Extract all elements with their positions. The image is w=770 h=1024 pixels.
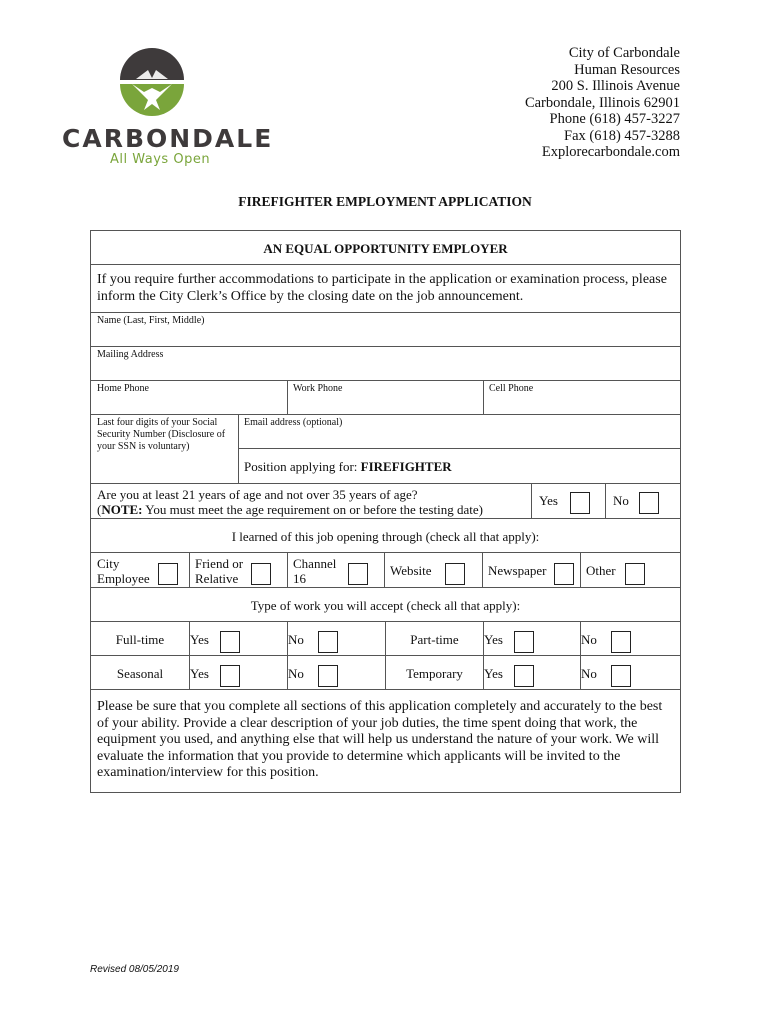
full-time-cell: [91, 622, 189, 655]
instructions-text: Please be sure that you complete all sections of this application completely and accurately to the best of your ability. Provide a clear description of your job duties, the time spent doing that work, the equipment you used, and anything else that will help us understand the nature of your work. We will evaluate the information that you provide to determine which applicants will be invited to the examination/interview for this position.: [97, 699, 663, 780]
temporary-no-cell: [580, 656, 680, 689]
full-time-yes-label: Yes: [190, 632, 209, 647]
source-label-line: Friend or: [195, 556, 244, 571]
source-friend-label: [195, 556, 243, 586]
seasonal-yes-checkbox[interactable]: [220, 665, 240, 687]
address-line[interactable]: Explorecarbondale.com: [541, 144, 680, 160]
source-channel: [287, 553, 384, 587]
seasonal-no-cell: [287, 656, 385, 689]
cell-phone-label: Cell Phone: [489, 383, 534, 394]
age-yes-checkbox[interactable]: [570, 492, 590, 514]
part-time-yes-label: Yes: [484, 632, 503, 647]
ssn-cell[interactable]: [91, 449, 238, 484]
application-form: [90, 230, 681, 793]
channel-checkbox[interactable]: [348, 563, 368, 585]
carbondale-emblem-icon: [118, 48, 186, 116]
part-time-no-label: No: [581, 632, 597, 647]
position-text: [244, 459, 452, 474]
website-checkbox[interactable]: [445, 563, 465, 585]
seasonal-cell: [91, 656, 189, 689]
source-city-employee: [91, 553, 189, 587]
email-label: Email address (optional): [244, 417, 343, 428]
logo-name: CARBONDALE: [62, 124, 274, 153]
sources-row: [91, 553, 680, 588]
logo-tagline: All Ways Open: [110, 152, 211, 167]
temporary-yes-cell: [483, 656, 580, 689]
temporary-cell: [385, 656, 483, 689]
source-website: [384, 553, 482, 587]
eoe-heading: AN EQUAL OPPORTUNITY EMPLOYER: [263, 241, 508, 256]
part-time-yes-checkbox[interactable]: [514, 631, 534, 653]
seasonal-yes-cell: [189, 656, 287, 689]
revision-date: Revised 08/05/2019: [90, 964, 179, 975]
age-yes-cell: [531, 484, 605, 518]
source-city-employee-label: [97, 556, 150, 586]
address-line: Human Resources: [574, 61, 680, 78]
part-time-cell: [385, 622, 483, 655]
newspaper-checkbox[interactable]: [554, 563, 574, 585]
age-note: [97, 502, 527, 517]
source-other-label: Other: [586, 563, 616, 578]
age-note-text: You must meet the age requirement on or before the testing date): [142, 502, 483, 517]
source-channel-label: [293, 556, 336, 586]
email-field[interactable]: [238, 415, 680, 449]
carbondale-logo: [62, 48, 274, 168]
age-note-label: NOTE:: [101, 502, 143, 517]
friend-checkbox[interactable]: [251, 563, 271, 585]
full-time-label: Full-time: [115, 632, 165, 647]
age-note-open: (: [97, 502, 102, 517]
part-time-no-cell: [580, 622, 680, 655]
seasonal-no-checkbox[interactable]: [318, 665, 338, 687]
full-time-no-checkbox[interactable]: [318, 631, 338, 653]
age-no-label: No: [613, 493, 629, 508]
address-line: Phone (618) 457-3227: [549, 111, 680, 127]
temporary-no-checkbox[interactable]: [611, 665, 631, 687]
seasonal-temp-row: [91, 656, 680, 690]
full-time-yes-checkbox[interactable]: [220, 631, 240, 653]
source-label-line: 16: [293, 571, 306, 586]
source-label-line: Relative: [195, 571, 239, 586]
source-newspaper: [482, 553, 580, 587]
work-phone-field[interactable]: [287, 381, 483, 414]
accommodation-text: If you require further accommodations to participate in the application or examination process, please inform the City Clerk’s Office by the closing date on the job announcement.: [97, 272, 667, 304]
age-row: [91, 484, 680, 519]
full-part-row: [91, 622, 680, 656]
age-question-text: Are you at least 21 years of age and not over 35 years of age?: [97, 487, 418, 502]
document-title: FIREFIGHTER EMPLOYMENT APPLICATION: [238, 194, 532, 209]
position-value: FIREFIGHTER: [360, 459, 452, 474]
source-newspaper-label: Newspaper: [488, 563, 547, 578]
source-label-line: City: [97, 556, 120, 571]
work-type-heading: Type of work you will accept (check all that apply):: [250, 598, 521, 613]
temporary-yes-checkbox[interactable]: [514, 665, 534, 687]
ssn-label: Last four digits of your Social Security Number (Disclosure of your SSN is voluntary): [97, 417, 226, 452]
part-time-no-checkbox[interactable]: [611, 631, 631, 653]
city-address: [525, 45, 680, 161]
eoe-row: [91, 231, 680, 265]
work-type-row: [91, 588, 680, 622]
source-friend: [189, 553, 287, 587]
phone-row: [91, 381, 680, 415]
full-time-no-label: No: [288, 632, 304, 647]
full-time-no-cell: [287, 622, 385, 655]
name-label: Name (Last, First, Middle): [97, 315, 205, 326]
source-website-label: Website: [390, 563, 432, 578]
part-time-label: Part-time: [410, 632, 459, 647]
accommodation-row: [91, 265, 680, 313]
position-cell: [238, 449, 680, 483]
other-checkbox[interactable]: [625, 563, 645, 585]
temporary-yes-label: Yes: [484, 666, 503, 681]
age-yes-label: Yes: [539, 493, 558, 508]
position-label: Position applying for:: [244, 459, 361, 474]
cell-phone-field[interactable]: [483, 381, 680, 414]
address-line: Carbondale, Illinois 62901: [524, 94, 680, 111]
address-line: 200 S. Illinois Avenue: [551, 78, 680, 94]
home-phone-field[interactable]: [91, 381, 287, 414]
source-label-line: Employee: [97, 571, 150, 586]
seasonal-yes-label: Yes: [190, 666, 209, 681]
age-question: [97, 487, 527, 517]
name-row[interactable]: [91, 313, 680, 347]
work-phone-label: Work Phone: [293, 383, 343, 394]
source-other: [580, 553, 680, 587]
part-time-yes-cell: [483, 622, 580, 655]
temporary-label: Temporary: [406, 666, 463, 681]
address-line: Fax (618) 457-3288: [564, 127, 680, 144]
learned-row: [91, 519, 680, 553]
seasonal-no-label: No: [288, 666, 304, 681]
age-no-cell: [605, 484, 680, 518]
seasonal-label: Seasonal: [116, 666, 164, 681]
city-employee-checkbox[interactable]: [158, 563, 178, 585]
learned-heading: I learned of this job opening through (check all that apply):: [231, 529, 540, 544]
address-line: City of Carbondale: [568, 45, 680, 61]
age-no-checkbox[interactable]: [639, 492, 659, 514]
full-time-yes-cell: [189, 622, 287, 655]
mailing-label: Mailing Address: [97, 349, 164, 360]
mailing-row[interactable]: [91, 347, 680, 381]
home-phone-label: Home Phone: [97, 383, 149, 394]
source-label-line: Channel: [293, 556, 337, 571]
temporary-no-label: No: [581, 666, 597, 681]
